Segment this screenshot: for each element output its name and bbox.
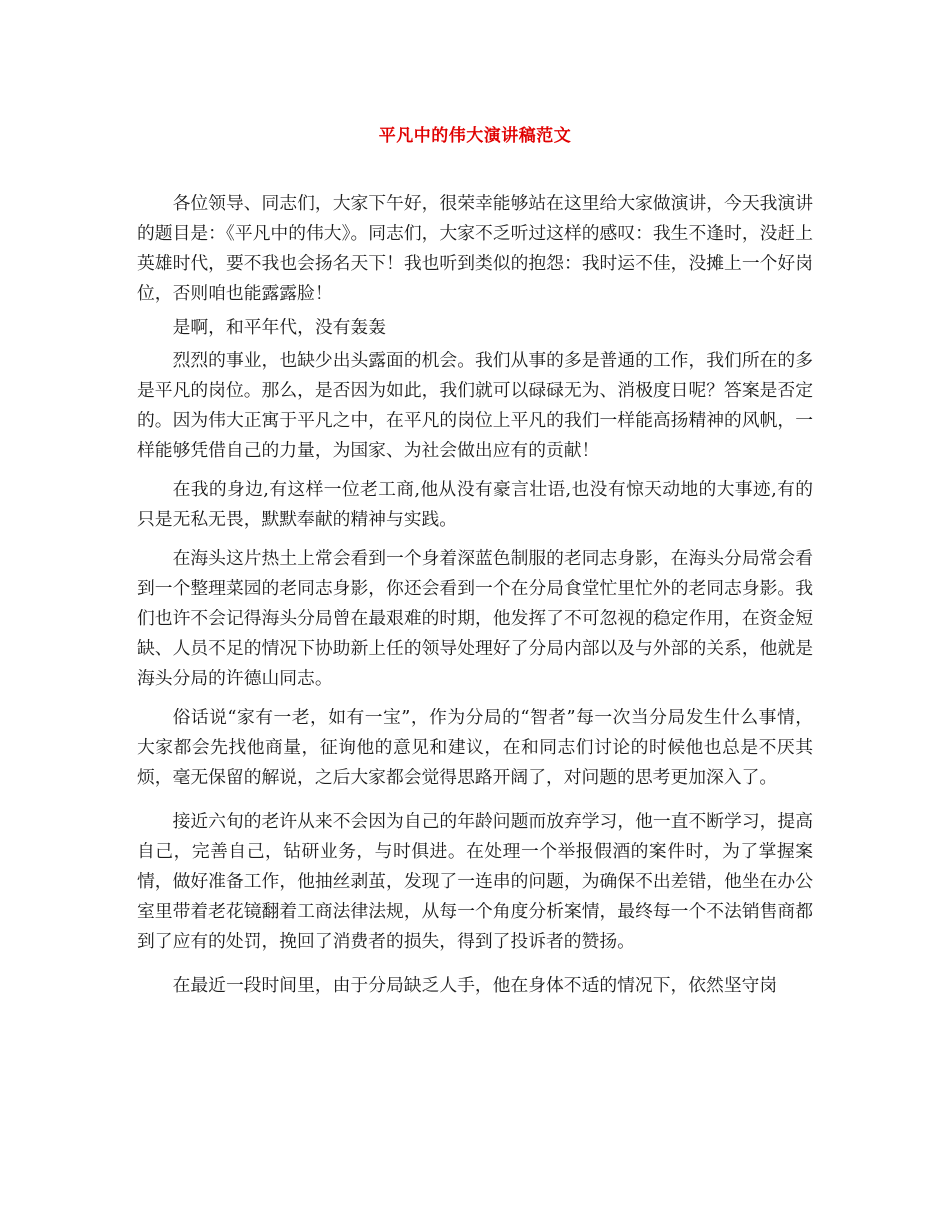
paragraph-peaceful-era: 烈烈的事业，也缺少出头露面的机会。我们从事的多是普通的工作，我们所在的多是平凡的岗位。那么，是否因为如此，我们就可以碌碌无为、消极度日呢？答案是否定的。因为伟大正寓于平凡之中，在平凡的岗位上平凡的我们一样能高扬精神的风帆，一样能够凭借自己的力量，为国家、为社会做出应有的贡献！ xyxy=(137,350,813,461)
paragraph-haitou-branch: 在海头这片热土上常会看到一个身着深蓝色制服的老同志身影，在海头分局常会看到一个整理菜园的老同志身影，你还会看到一个在分局食堂忙里忙外的老同志身影。我们也许不会记得海头分局曾在最艰难的时期，他发挥了不可忽视的稳定作用，在资金短缺、人员不足的情况下协助新上任的领导处理好了分局内部以及与外部的关系，他就是海头分局的许德山同志。 xyxy=(137,548,813,689)
paragraph-proverb: 俗话说“家有一老，如有一宝”，作为分局的“智者”每一次当分局发生什么事情，大家都会先找他商量，征询他的意见和建议，在和同志们讨论的时候他也总是不厌其烦，毫无保留的解说，之后大家都会觉得思路开阔了，对问题的思考更加深入了。 xyxy=(137,707,813,788)
paragraph-opening: 各位领导、同志们，大家下午好，很荣幸能够站在这里给大家做演讲，今天我演讲的题目是：《平凡中的伟大》。同志们，大家不乏听过这样的感叹：我生不逢时，没赶上英雄时代，要不我也会扬名天下！我也听到类似的抱怨：我时运不佳，没摊上一个好岗位，否则咱也能露露脸！ xyxy=(137,193,813,304)
paragraph-short-line: 是啊，和平年代，没有轰轰 xyxy=(172,317,386,338)
paragraph-recent-period: 在最近一段时间里，由于分局缺乏人手，他在身体不适的情况下，依然坚守岗 xyxy=(172,975,778,996)
document-title: 平凡中的伟大演讲稿范文 xyxy=(378,126,572,146)
paragraph-old-worker: 在我的身边,有这样一位老工商,他从没有豪言壮语,也没有惊天动地的大事迹,有的只是无私无畏，默默奉献的精神与实践。 xyxy=(137,479,813,530)
paragraph-lifelong-learning: 接近六旬的老许从来不会因为自己的年龄问题而放弃学习，他一直不断学习，提高自己，完善自己，钻研业务，与时俱进。在处理一个举报假酒的案件时，为了掌握案情，做好准备工作，他抽丝剥茧，发现了一连串的问题，为确保不出差错，他坐在办公室里带着老花镜翻着工商法律法规，从每一个角度分析案情，最终每一个不法销售商都到了应有的处罚，挽回了消费者的损失，得到了投诉者的赞扬。 xyxy=(137,811,813,952)
document-body xyxy=(137,189,813,1001)
